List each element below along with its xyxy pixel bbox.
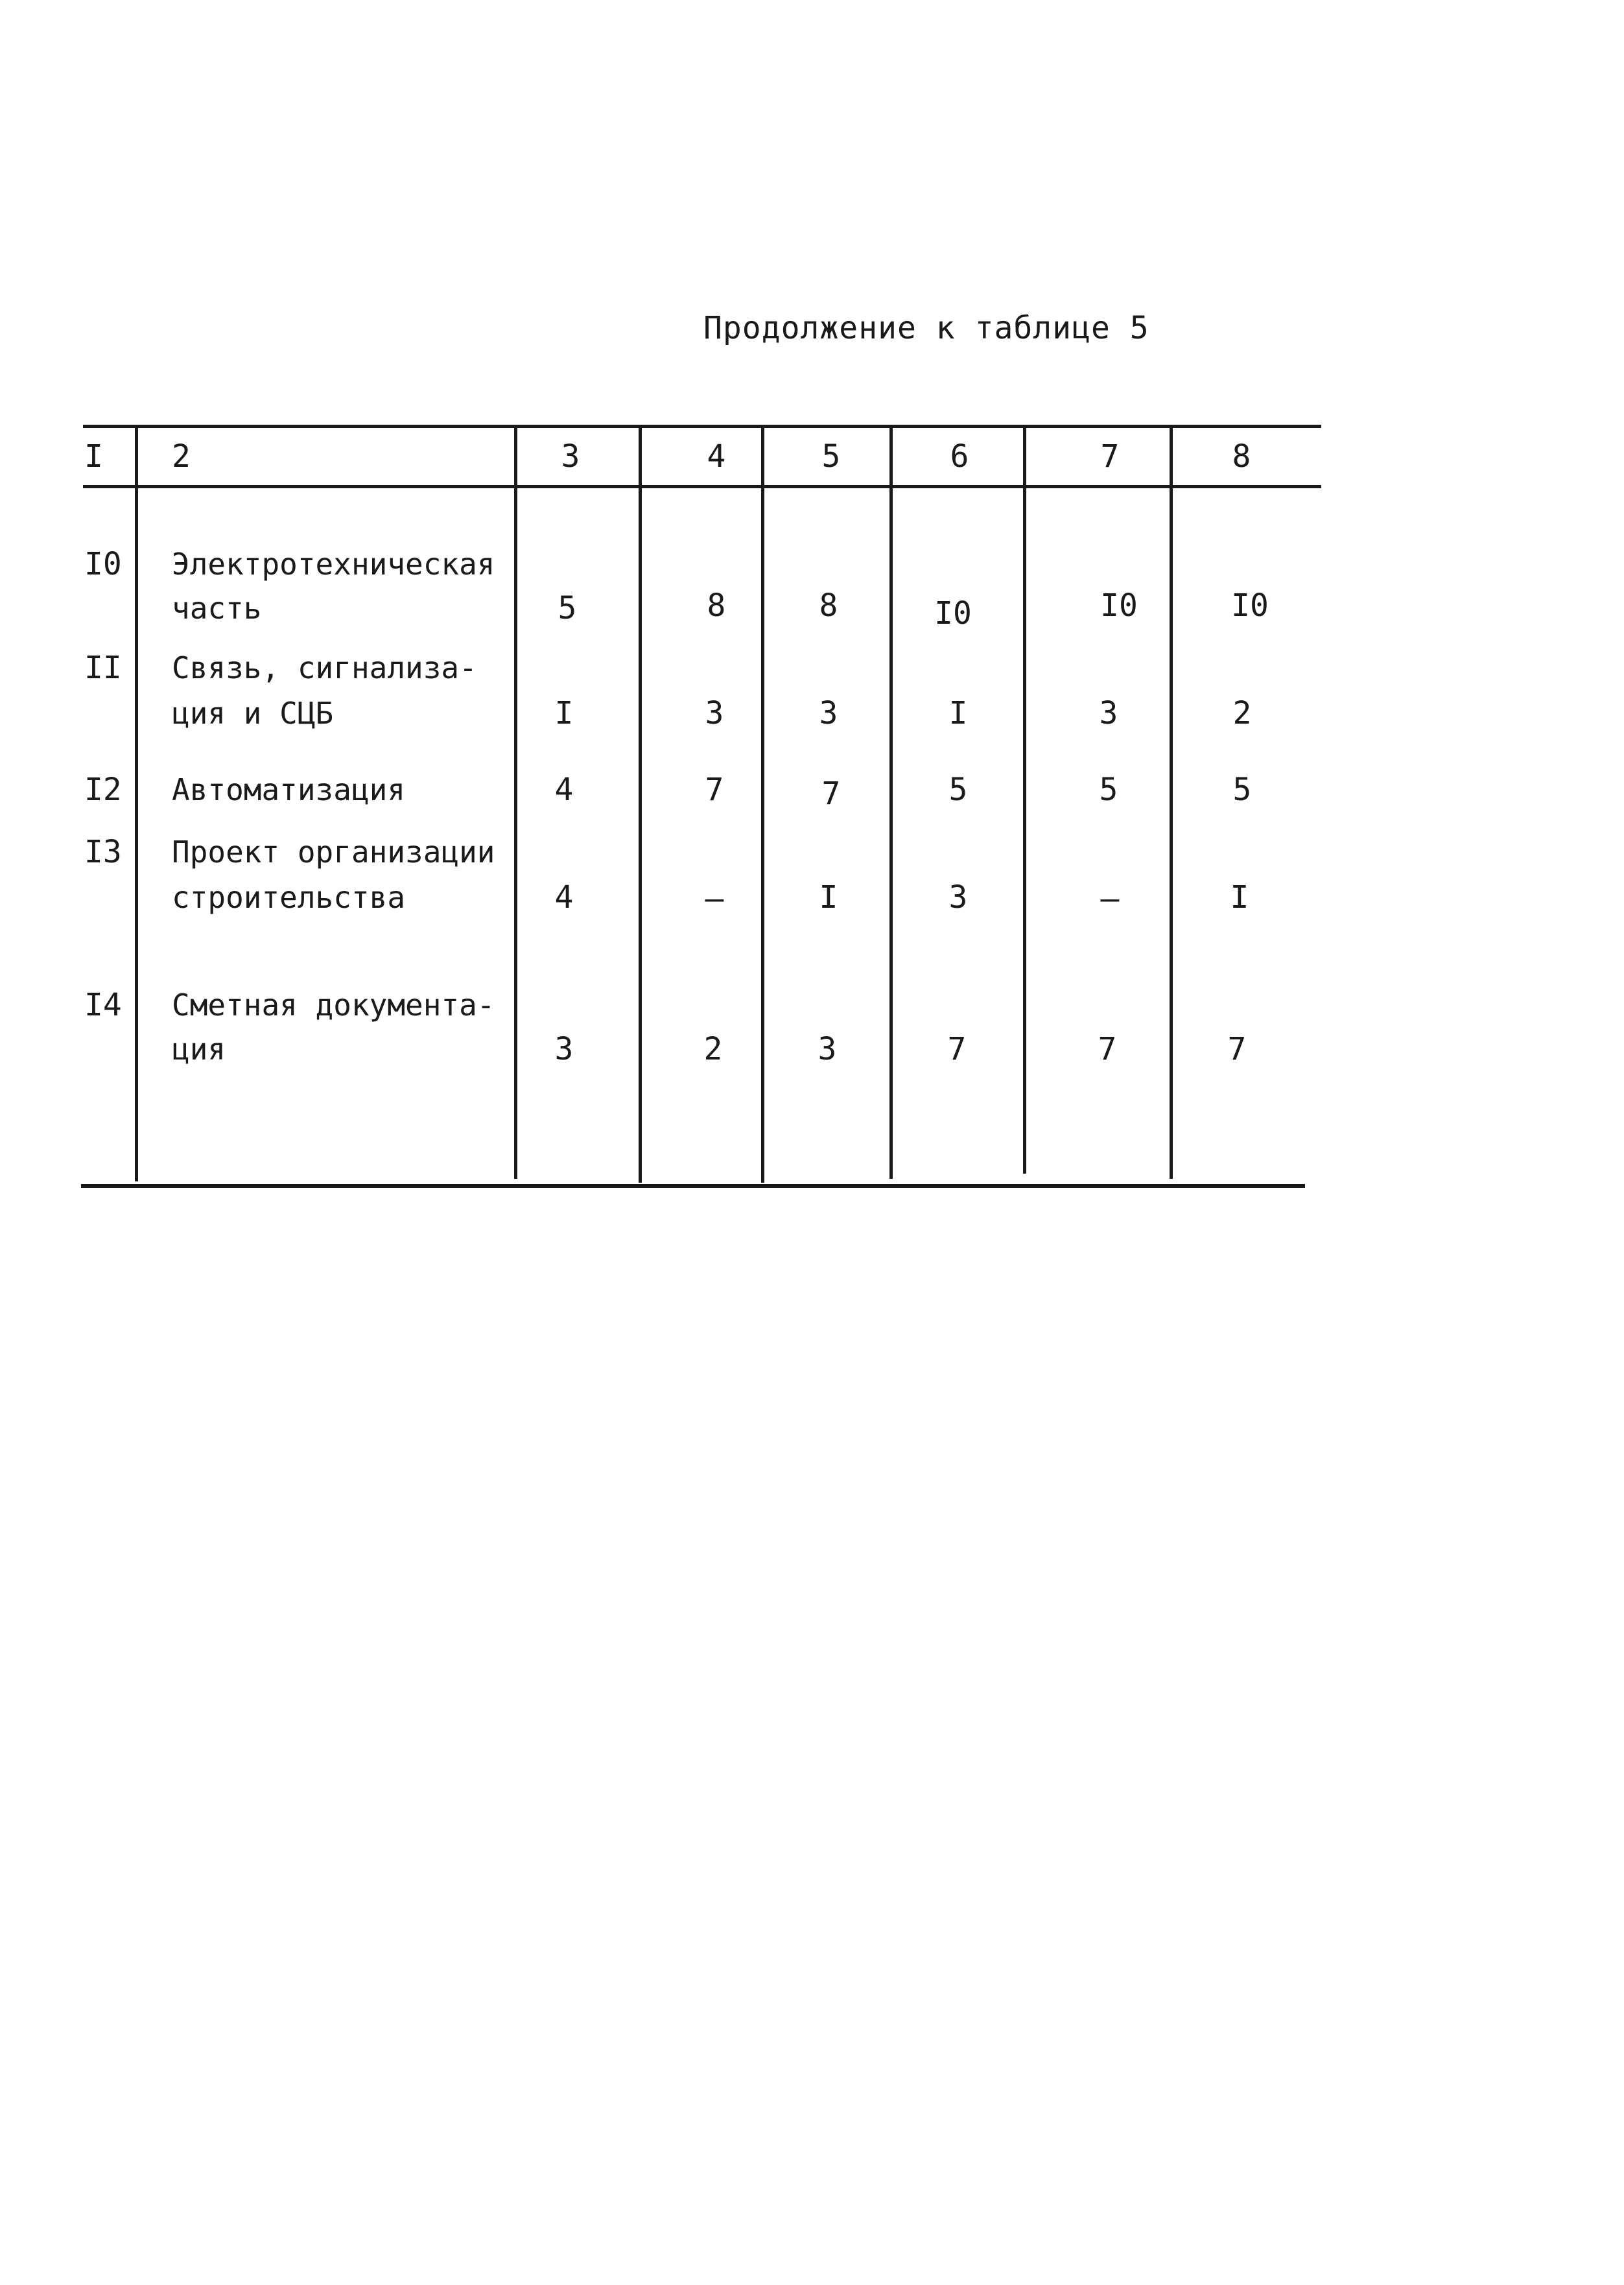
header-col-5: 5	[821, 438, 841, 475]
table-cell: 7	[1227, 1031, 1247, 1067]
table-top-rule	[83, 425, 1321, 428]
header-col-2: 2	[172, 438, 191, 475]
column-divider-1	[135, 428, 138, 1181]
table-cell: I	[554, 695, 574, 731]
row-number: I4	[84, 987, 122, 1023]
row-number: I2	[84, 772, 122, 808]
row-name-line: строительства	[172, 880, 406, 915]
row-name-line: Проект организации	[172, 835, 495, 870]
table-cell: –	[705, 881, 724, 917]
header-col-8: 8	[1232, 438, 1251, 475]
table-cell: 2	[703, 1031, 723, 1067]
table-cell: 5	[948, 772, 968, 808]
table-cell: I0	[934, 595, 972, 632]
table-cell: 3	[818, 1031, 837, 1067]
row-name-line: Связь, сигнализа-	[172, 650, 477, 685]
row-name-line: часть	[172, 591, 262, 626]
row-name-line: Электротехническая	[172, 547, 495, 582]
table-cell: I	[948, 695, 968, 731]
header-bottom-rule	[83, 485, 1321, 488]
column-divider-5	[889, 428, 893, 1179]
row-name-line: Сметная документа-	[172, 988, 495, 1023]
row-name-line: Автоматизация	[172, 772, 406, 807]
table-cell: I0	[1231, 587, 1269, 624]
table-cell: 4	[554, 772, 574, 808]
table-cell: I	[819, 879, 838, 916]
header-col-6: 6	[950, 438, 969, 475]
table-cell: –	[1100, 881, 1120, 917]
table-cell: 7	[947, 1031, 967, 1067]
table-cell: 8	[707, 587, 726, 624]
row-name-line: ция и СЦБ	[172, 696, 334, 731]
column-divider-2	[514, 428, 517, 1179]
table-cell: I0	[1100, 587, 1138, 624]
column-divider-3	[639, 428, 642, 1183]
row-number: I3	[84, 834, 122, 870]
row-number: II	[84, 650, 122, 686]
table-cell: 3	[554, 1031, 574, 1067]
table-cell: 5	[558, 590, 577, 626]
row-name-line: ция	[172, 1032, 226, 1067]
table-cell: 3	[705, 695, 724, 731]
table-bottom-rule	[81, 1184, 1305, 1188]
table-cell: 7	[1098, 1031, 1117, 1067]
header-col-7: 7	[1100, 438, 1120, 475]
table-cell: 3	[819, 695, 838, 731]
column-divider-4	[761, 428, 764, 1183]
table-cell: 8	[819, 587, 838, 624]
table-cell: 4	[554, 879, 574, 916]
table-cell: I	[1230, 879, 1249, 916]
table-cell: 7	[705, 772, 724, 808]
header-col-3: 3	[561, 438, 580, 475]
column-divider-6	[1023, 428, 1026, 1174]
table-cell: 3	[948, 879, 968, 916]
header-col-1: I	[84, 438, 103, 475]
table-caption: Продолжение к таблице 5	[703, 310, 1149, 346]
row-number: I0	[84, 546, 122, 582]
table-cell: 2	[1232, 695, 1252, 731]
table-cell: 5	[1099, 772, 1118, 808]
table-cell: 7	[821, 775, 841, 812]
table-cell: 5	[1232, 772, 1252, 808]
header-col-4: 4	[707, 438, 726, 475]
column-divider-7	[1170, 428, 1173, 1179]
table-cell: 3	[1099, 695, 1118, 731]
